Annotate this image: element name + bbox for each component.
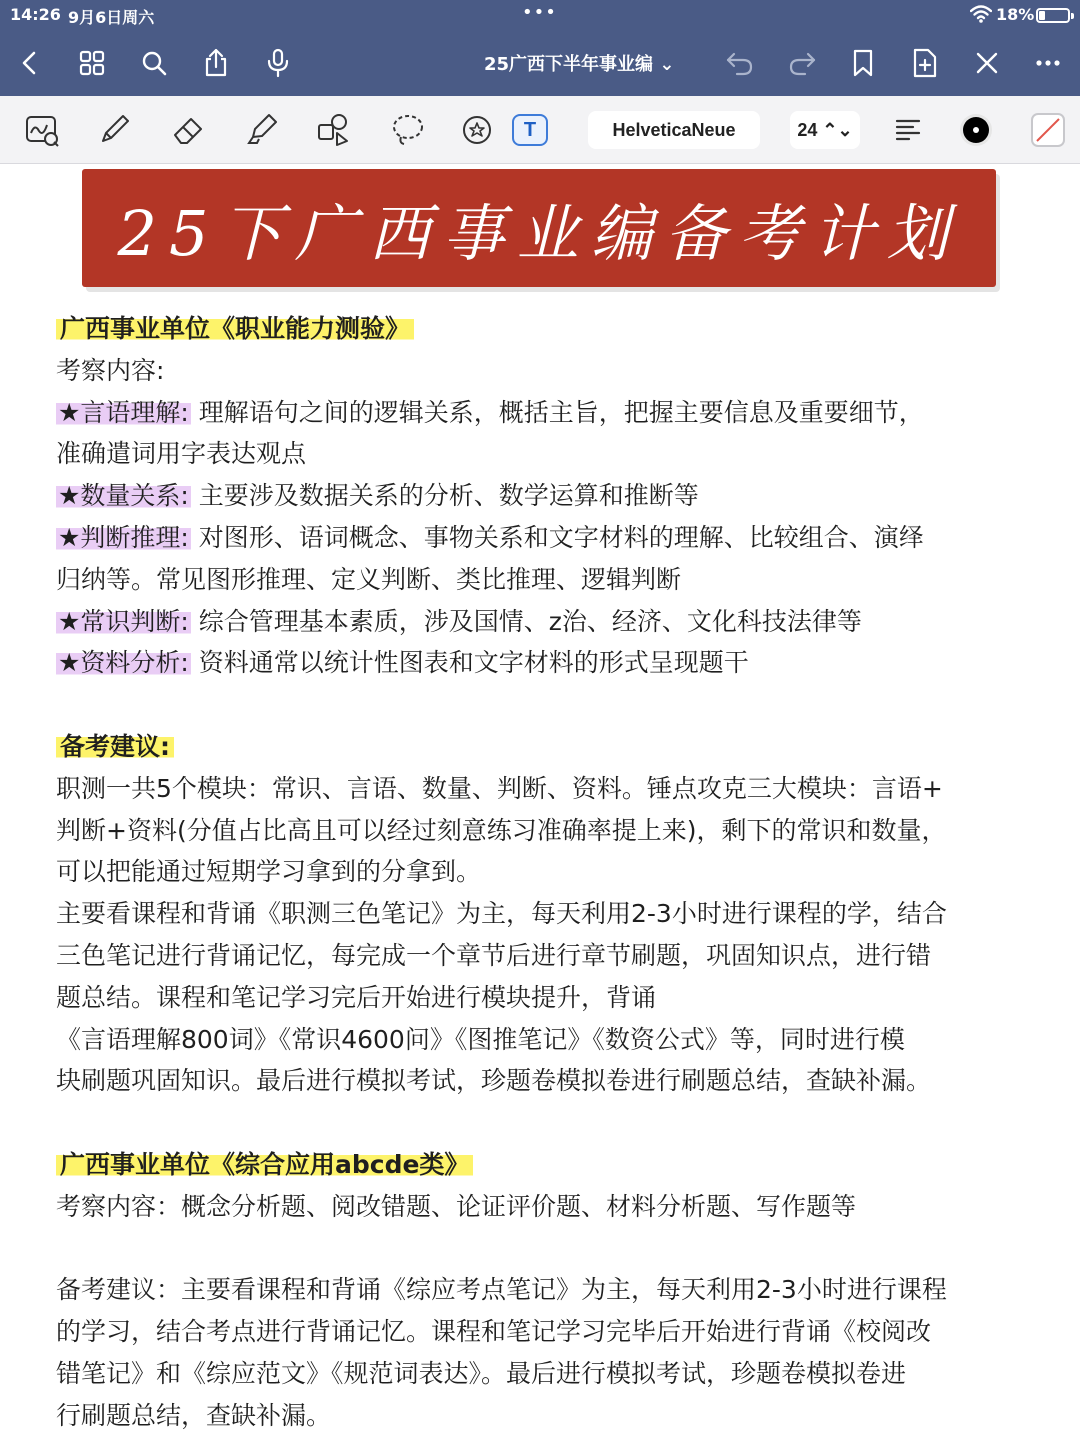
banner-title: 25下广西事业编备考计划 <box>117 196 961 270</box>
topic-tag: ★数量关系: <box>58 481 189 511</box>
pen-icon[interactable] <box>92 110 136 150</box>
lasso-icon[interactable] <box>386 110 430 150</box>
advice-line: 判断+资料(分值占比高且可以经过刻意练习准确率提上来)，剩下的常识和数量， <box>56 815 947 845</box>
blank-line <box>56 684 1046 726</box>
status-time: 14:26 <box>10 5 61 24</box>
topic-text: 综合管理基本素质，涉及国情、z治、经济、文化科技法律等 <box>198 606 862 636</box>
advice-heading: 备考建议: <box>56 732 174 761</box>
advice-line: 的学习，结合考点进行背诵记忆。课程和笔记学习完毕后开始进行背诵《校阅改 <box>56 1317 932 1347</box>
topic-text: 资料通常以统计性图表和文字材料的形式呈现题干 <box>198 648 749 678</box>
topic-text: 对图形、语词概念、事物关系和文字材料的理解、比较组合、演绎 <box>198 522 924 552</box>
exam-label: 考察内容: <box>56 355 165 385</box>
shapes-icon[interactable] <box>312 110 356 150</box>
close-icon[interactable] <box>967 43 1007 83</box>
multitasking-dots[interactable]: ••• <box>522 2 557 23</box>
microphone-icon[interactable] <box>258 43 298 83</box>
topic-tag: ★言语理解: <box>58 397 189 427</box>
topic-tag: ★判断推理: <box>58 522 189 552</box>
wifi-icon <box>970 4 992 24</box>
more-icon[interactable] <box>1028 43 1068 83</box>
image-tool-icon[interactable] <box>20 110 64 150</box>
advice-line: 题总结。课程和笔记学习完后开始进行模块提升，背诵 <box>56 982 657 1012</box>
grid-icon[interactable] <box>72 43 112 83</box>
undo-icon[interactable] <box>720 43 760 83</box>
nav-bar <box>0 30 1080 96</box>
text-tool-icon[interactable] <box>512 114 548 146</box>
bookmark-icon[interactable] <box>843 43 883 83</box>
sticker-icon[interactable] <box>452 110 496 150</box>
share-icon[interactable] <box>196 43 236 83</box>
topic-text-cont: 准确遣词用字表达观点 <box>56 439 307 469</box>
status-bar <box>0 0 1080 30</box>
editor-toolbar <box>0 96 1080 164</box>
color-icon[interactable] <box>954 110 998 150</box>
battery-percent: 18% <box>996 5 1035 24</box>
document-title[interactable]: 25广西下半年事业编 ⌄ <box>484 54 675 75</box>
chevron-down-icon: ⌄ <box>659 54 675 75</box>
search-icon[interactable] <box>134 43 174 83</box>
topic-text-cont: 归纳等。常见图形推理、定义判断、类比推理、逻辑判断 <box>56 564 682 594</box>
font-family-picker[interactable]: HelveticaNeue <box>588 111 760 149</box>
topic-tag: ★资料分析: <box>58 648 189 678</box>
note-content[interactable] <box>56 308 1046 1437</box>
font-size-picker[interactable]: 24 ⌃⌄ <box>790 111 860 149</box>
advice-line: 备考建议：主要看课程和背诵《综应考点笔记》为主，每天利用2-3小时进行课程 <box>56 1275 947 1305</box>
advice-line: 三色笔记进行背诵记忆，每完成一个章节后进行章节刷题，巩固知识点，进行错 <box>56 940 932 970</box>
no-fill-icon[interactable] <box>1026 110 1070 150</box>
blank-line <box>56 1228 1046 1270</box>
battery-icon <box>1036 8 1070 23</box>
status-date: 9月6日周六 <box>68 8 155 27</box>
advice-line: 可以把能通过短期学习拿到的分拿到。 <box>56 857 482 887</box>
add-page-icon[interactable] <box>905 43 945 83</box>
topic-text: 理解语句之间的逻辑关系，概括主旨，把握主要信息及重要细节， <box>198 397 924 427</box>
back-icon[interactable] <box>10 43 50 83</box>
title-banner <box>82 169 996 287</box>
section-heading: 广西事业单位《职业能力测验》 <box>56 314 414 343</box>
topic-tag: ★常识判断: <box>58 606 189 636</box>
eraser-icon[interactable] <box>166 110 210 150</box>
advice-line: 块刷题巩固知识。最后进行模拟考试，珍题卷模拟卷进行刷题总结，查缺补漏。 <box>56 1066 932 1096</box>
align-icon[interactable] <box>886 110 930 150</box>
section-heading: 广西事业单位《综合应用abcde类》 <box>56 1150 473 1179</box>
advice-line: 《言语理解800词》《常识4600问》《图推笔记》《数资公式》等，同时进行模 <box>56 1024 905 1054</box>
highlighter-icon[interactable] <box>240 110 284 150</box>
blank-line <box>56 1102 1046 1144</box>
text-tool-label: T <box>523 118 537 141</box>
redo-icon[interactable] <box>782 43 822 83</box>
exam-line: 考察内容：概念分析题、阅改错题、论证评价题、材料分析题、写作题等 <box>56 1191 857 1221</box>
topic-text: 主要涉及数据关系的分析、数学运算和推断等 <box>198 481 699 511</box>
advice-line: 主要看课程和背诵《职测三色笔记》为主，每天利用2-3小时进行课程的学，结合 <box>56 899 947 929</box>
advice-line: 职测一共5个模块：常识、言语、数量、判断、资料。锤点攻克三大模块：言语+ <box>56 773 943 803</box>
advice-line: 错笔记》和《综应范文》《规范词表达》。最后进行模拟考试，珍题卷模拟卷进 <box>56 1358 907 1388</box>
advice-line: 行刷题总结，查缺补漏。 <box>56 1400 332 1430</box>
